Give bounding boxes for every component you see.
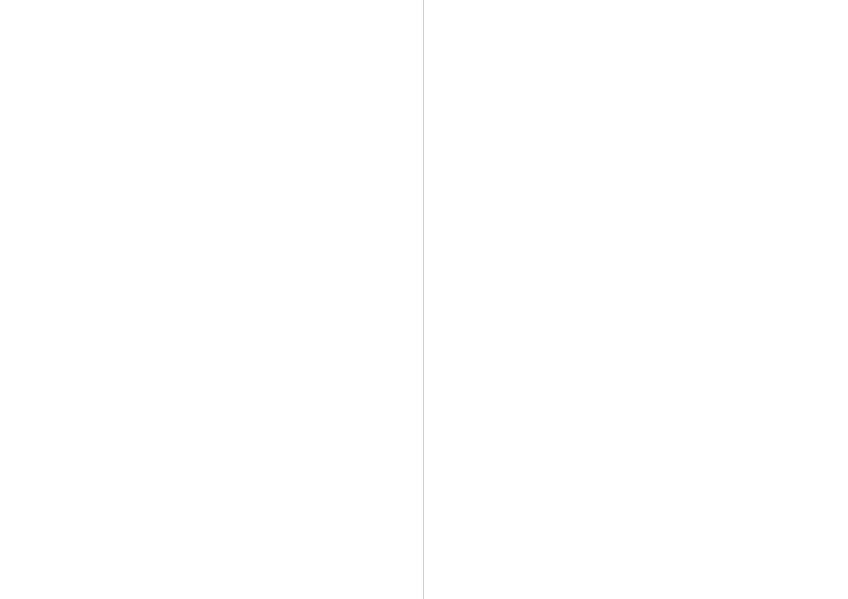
exam-page-right	[424, 0, 848, 599]
